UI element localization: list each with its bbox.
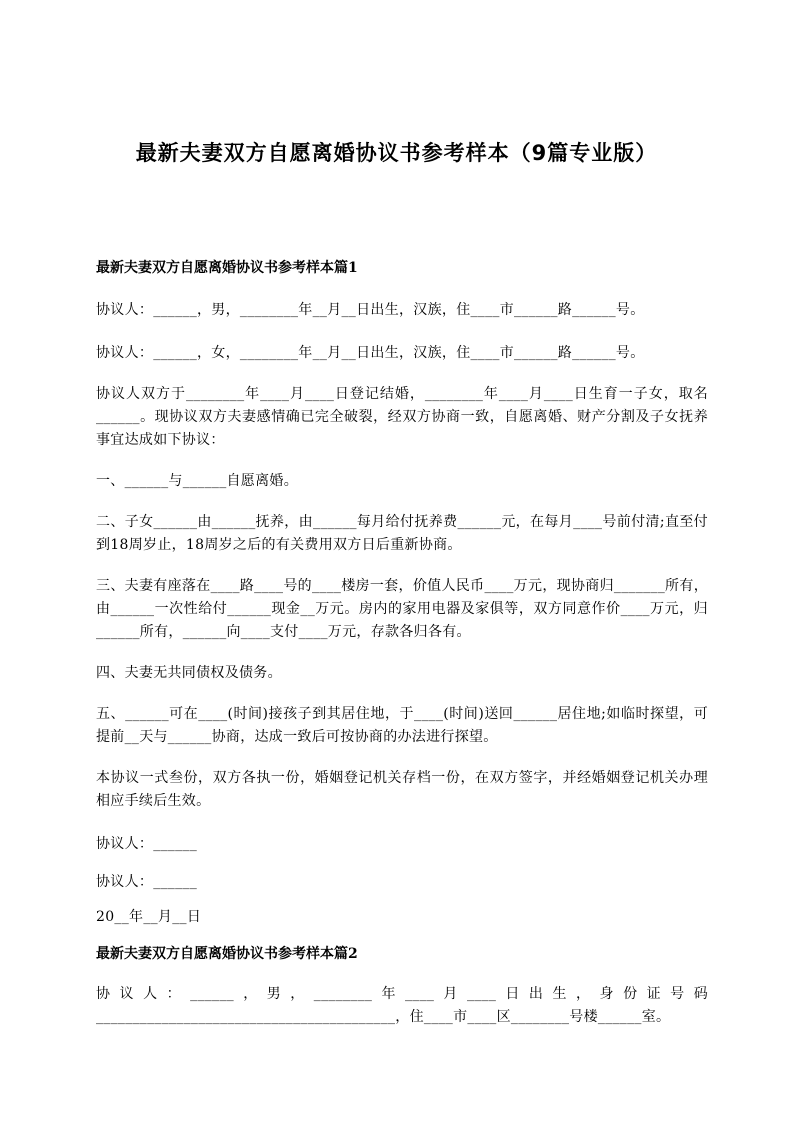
marriage-info-paragraph: 协议人双方于________年____月____日登记结婚，________年____月____日生育一子女，取名______。现协议双方夫妻感情确已完全破裂，经双方协商一致，自愿离婚、财产分割及子女抚养事宜达成如下协议： — [96, 386, 708, 448]
clause-1: 一、______与______自愿离婚。 — [96, 473, 298, 489]
party-female-paragraph: 协议人：______，女，________年__月__日出生，汉族，住____市______路______号。 — [96, 345, 645, 361]
party-male-paragraph: 协议人：______，男，________年__月__日出生，汉族，住____市______路______号。 — [96, 302, 645, 318]
clause-5: 五、______可在____(时间)接孩子到其居住地，于____(时间)送回______居住地;如临时探望，可提前__天与______协商，达成一致后可按协商的办法进行探望。 — [96, 706, 708, 745]
clause-3: 三、夫妻有座落在____路____号的____楼房一套，价值人民币____万元，现协商归_______所有，由______一次性给付______现金__万元。房内的家用电器及家俱等，双方同意作价____万元，归______所有，______向____支付____万元，存款各归各有。 — [96, 578, 708, 640]
clause-4: 四、夫妻无共同债权及债务。 — [96, 665, 282, 681]
effectiveness-paragraph: 本协议一式叁份，双方各执一份，婚姻登记机关存档一份，在双方签字，并经婚姻登记机关办理相应手续后生效。 — [96, 770, 708, 809]
date-line: 20__年__月__日 — [96, 909, 202, 925]
section-2-heading: 最新夫妻双方自愿离婚协议书参考样本篇2 — [96, 946, 358, 962]
document-body — [96, 257, 708, 1029]
clause-2: 二、子女______由______抚养，由______每月给付抚养费______元，在每月____号前付清;直至付到18周岁止，18周岁之后的有关费用双方日后重新协商。 — [96, 514, 708, 553]
section-1-heading: 最新夫妻双方自愿离婚协议书参考样本篇1 — [96, 260, 358, 276]
signature-line-1: 协议人：______ — [96, 836, 197, 852]
document-title: 最新夫妻双方自愿离婚协议书参考样本（9篇专业版） — [135, 141, 658, 165]
signature-line-2: 协议人：______ — [96, 874, 197, 890]
section-2-party-paragraph: 协议人：______，男，________年____月____日出生，身份证号码_________________________________________，住____市____区________号楼______室。 — [96, 986, 708, 1025]
